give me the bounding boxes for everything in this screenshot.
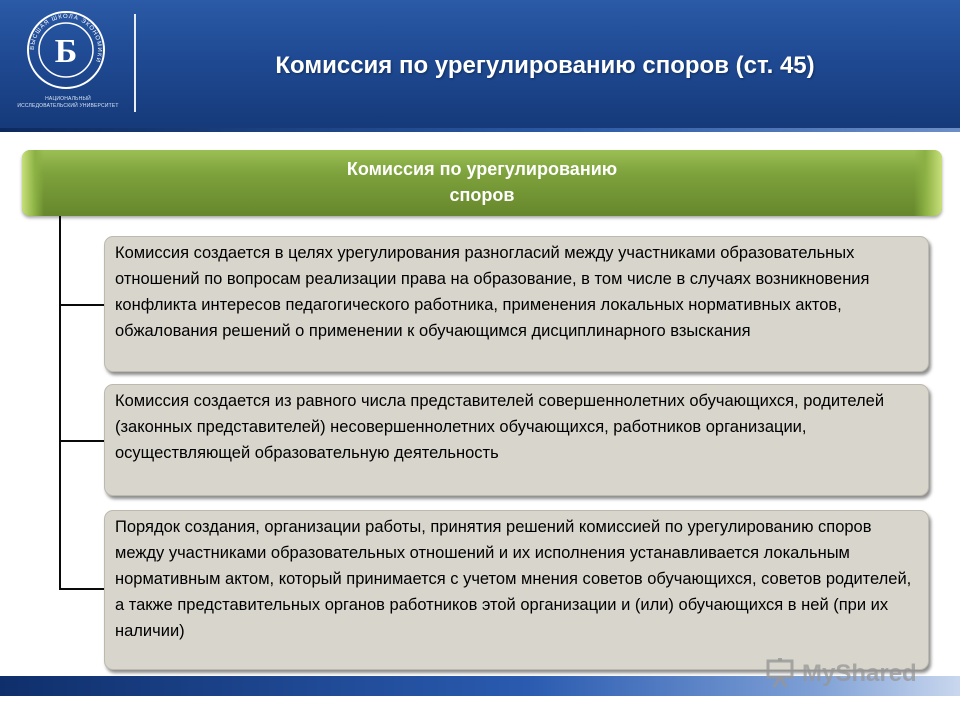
logo-ring-text: ВЫСШАЯ ШКОЛА ЭКОНОМИКИ [29,13,103,64]
hse-logo-icon [26,10,106,90]
connector-branch-1 [59,304,105,306]
diagram-box-procedure [104,510,929,670]
watermark-text: MyShared [802,660,917,687]
header-bar [0,0,960,128]
header-underline [0,128,960,132]
header-divider [134,14,136,112]
connector-branch-3 [59,588,105,590]
logo-caption: НАЦИОНАЛЬНЫЙ ИССЛЕДОВАТЕЛЬСКИЙ УНИВЕРСИТЕТ [17,96,119,109]
banner-right-bevel [914,150,942,216]
connector-branch-2 [59,440,105,442]
presentation-board-icon [766,658,794,688]
banner-title: Комиссия по урегулированию споров [346,159,618,205]
diagram-box-composition [104,384,929,496]
page-title: Комиссия по урегулированию споров (ст. 45) [275,52,815,79]
connector-trunk [59,216,61,590]
diagram-box-purpose [104,236,929,372]
diagram-root-banner [22,150,942,216]
banner-left-bevel [22,150,44,216]
box-text: Комиссия создается в целях урегулирования разногласий между участниками образовательных отношений по вопросам реализации права на образование, в том числе в случаях возникновения конфликта интересов педагогического работника, применения локальных нормативных актов, обжалования решений о применении к обучающимся дисциплинарного взыскания [115,244,870,340]
svg-text:Б: Б [54,33,78,70]
box-text: Порядок создания, организации работы, принятия решений комиссией по урегулированию споров между участниками образовательных отношений и их исполнения устанавливается локальным нормативным актом, который принимается с учетом мнения советов обучающихся, советов родителей, а также представительных органов работников этой организации и (или) обучающихся в ней (при их наличии) [115,518,912,640]
watermark [766,654,936,694]
box-text: Комиссия создается из равного числа представителей совершеннолетних обучающихся, родителей (законных представителей) несовершеннолетних обучающихся, работников организации, осуществляющей образовательную деятельность [115,392,885,462]
